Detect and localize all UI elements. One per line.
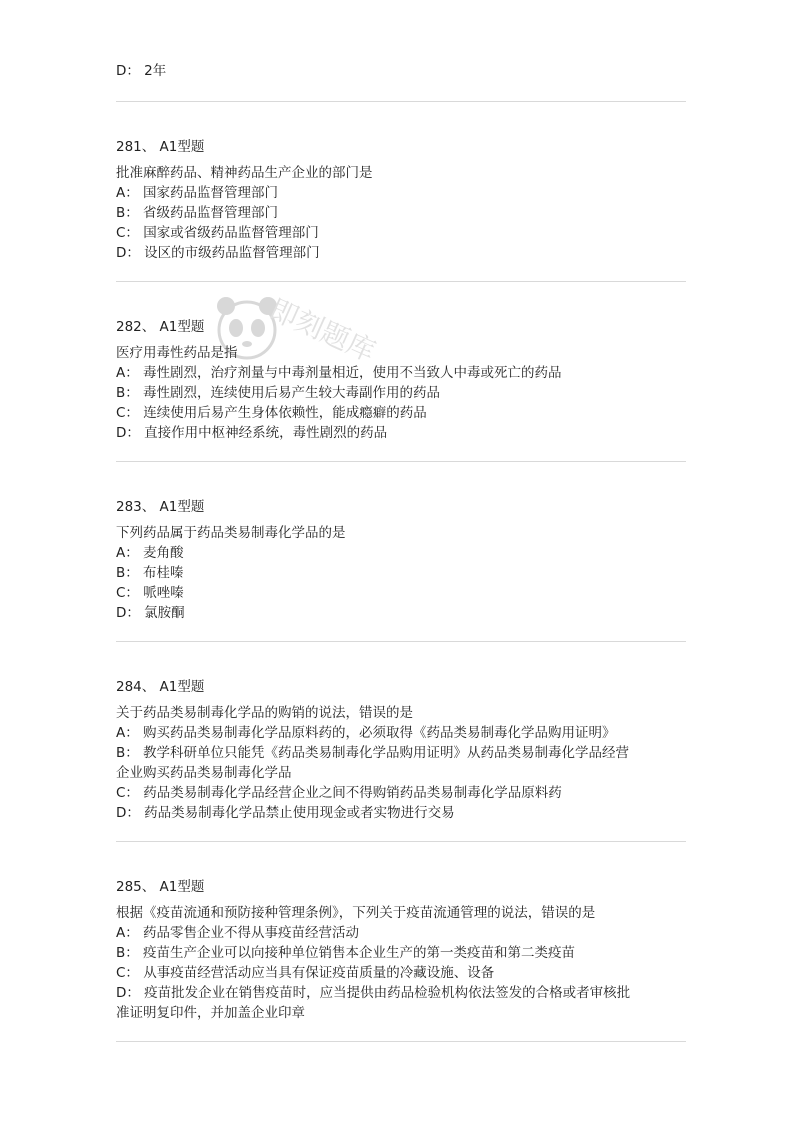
question-divider bbox=[116, 641, 686, 642]
option-d: D： 设区的市级药品监督管理部门 bbox=[116, 245, 320, 261]
option-b-continued: 企业购买药品类易制毒化学品 bbox=[116, 765, 292, 781]
option-a: A： 毒性剧烈，治疗剂量与中毒剂量相近，使用不当致人中毒或死亡的药品 bbox=[116, 365, 562, 381]
question-divider bbox=[116, 281, 686, 282]
question-stem: 根据《疫苗流通和预防接种管理条例》，下列关于疫苗流通管理的说法，错误的是 bbox=[116, 905, 596, 921]
question-stem: 批准麻醉药品、精神药品生产企业的部门是 bbox=[116, 165, 373, 181]
question-header: 281、 A1型题 bbox=[116, 139, 205, 155]
option-c: C： 药品类易制毒化学品经营企业之间不得购销药品类易制毒化学品原料药 bbox=[116, 785, 562, 801]
question-stem: 下列药品属于药品类易制毒化学品的是 bbox=[116, 525, 346, 541]
option-b: B： 省级药品监督管理部门 bbox=[116, 205, 279, 221]
question-divider bbox=[116, 841, 686, 842]
option-a: A： 药品零售企业不得从事疫苗经营活动 bbox=[116, 925, 360, 941]
option-d: D： 直接作用中枢神经系统，毒性剧烈的药品 bbox=[116, 425, 388, 441]
option-c: C： 国家或省级药品监督管理部门 bbox=[116, 225, 319, 241]
question-header: 283、 A1型题 bbox=[116, 499, 205, 515]
question-header: 285、 A1型题 bbox=[116, 879, 205, 895]
option-b: B： 教学科研单位只能凭《药品类易制毒化学品购用证明》从药品类易制毒化学品经营 bbox=[116, 745, 630, 761]
option-a: A： 麦角酸 bbox=[116, 545, 184, 561]
option-d: D： 疫苗批发企业在销售疫苗时，应当提供由药品检验机构依法签发的合格或者审核批 bbox=[116, 985, 631, 1001]
option-b: B： 布桂嗪 bbox=[116, 565, 184, 581]
option-b: B： 毒性剧烈，连续使用后易产生较大毒副作用的药品 bbox=[116, 385, 441, 401]
question-285 bbox=[116, 877, 686, 1023]
question-283 bbox=[116, 497, 686, 623]
option-c: C： 连续使用后易产生身体依赖性，能成瘾癖的药品 bbox=[116, 405, 427, 421]
question-divider bbox=[116, 461, 686, 462]
previous-question-option-d: D： 2年 bbox=[116, 63, 167, 79]
option-a: A： 购买药品类易制毒化学品原料药的，必须取得《药品类易制毒化学品购用证明》 bbox=[116, 725, 616, 741]
question-header: 282、 A1型题 bbox=[116, 319, 205, 335]
question-282 bbox=[116, 317, 686, 443]
option-d: D： 氯胺酮 bbox=[116, 605, 185, 621]
option-b: B： 疫苗生产企业可以向接种单位销售本企业生产的第一类疫苗和第二类疫苗 bbox=[116, 945, 576, 961]
option-a: A： 国家药品监督管理部门 bbox=[116, 185, 279, 201]
question-header: 284、 A1型题 bbox=[116, 679, 205, 695]
question-281 bbox=[116, 137, 686, 263]
watermark-text: 即刻题库 bbox=[264, 292, 381, 369]
option-c: C： 从事疫苗经营活动应当具有保证疫苗质量的冷藏设施、设备 bbox=[116, 965, 495, 981]
question-divider bbox=[116, 1041, 686, 1042]
option-d: D： 药品类易制毒化学品禁止使用现金或者实物进行交易 bbox=[116, 805, 455, 821]
question-divider bbox=[116, 101, 686, 102]
option-c: C： 哌唑嗪 bbox=[116, 585, 184, 601]
question-284 bbox=[116, 677, 686, 823]
option-d-continued: 准证明复印件，并加盖企业印章 bbox=[116, 1005, 305, 1021]
question-stem: 关于药品类易制毒化学品的购销的说法，错误的是 bbox=[116, 705, 413, 721]
question-stem: 医疗用毒性药品是指 bbox=[116, 345, 238, 361]
